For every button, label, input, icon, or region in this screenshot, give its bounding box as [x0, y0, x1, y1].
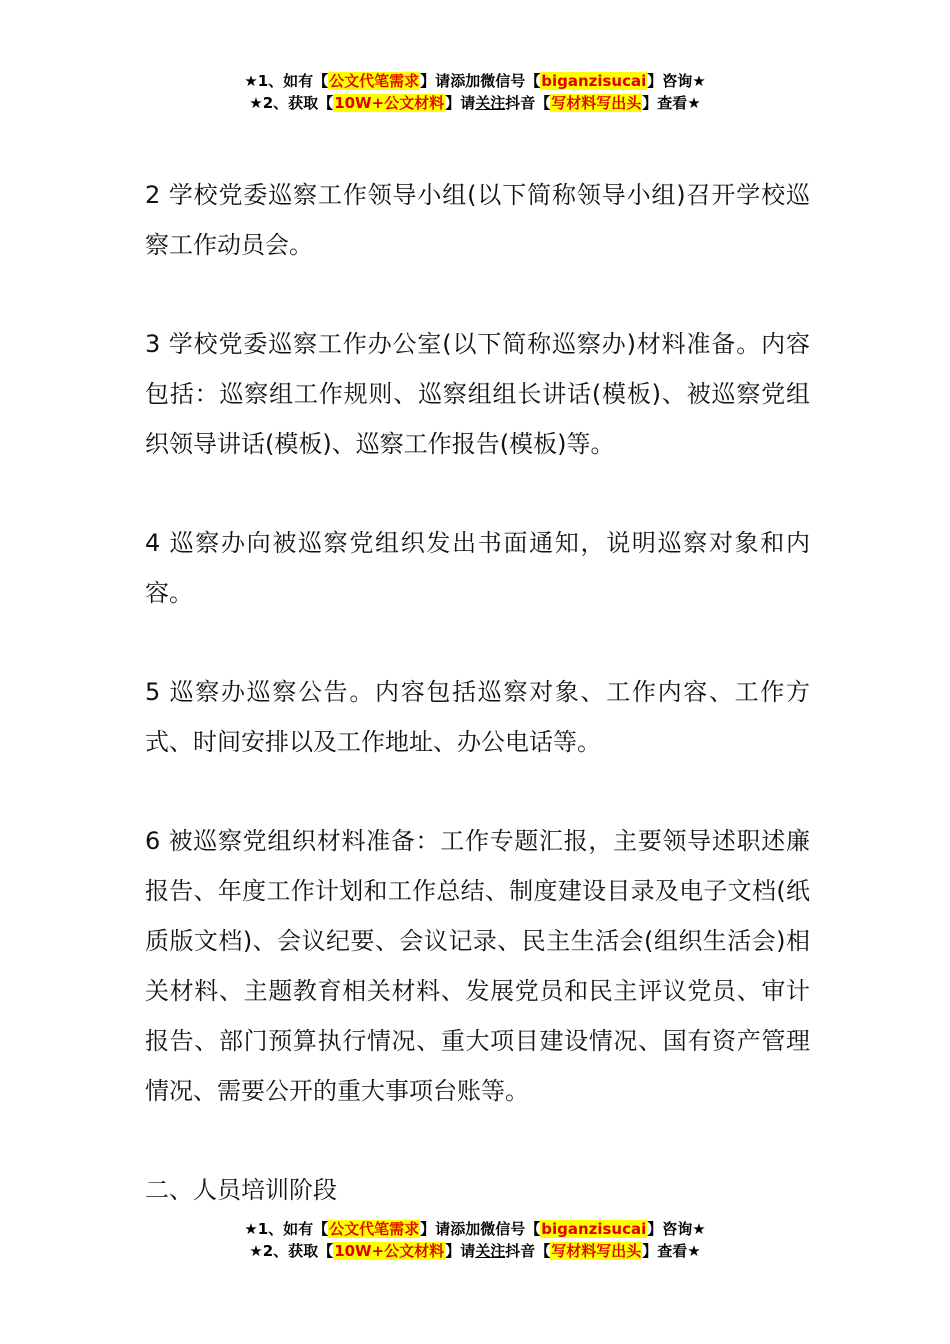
banner-line-2: [0, 92, 950, 114]
banner-text: 抖音【: [505, 94, 551, 112]
banner-text: 】查看★: [642, 94, 701, 112]
banner-highlight-douyin-id: 写材料写出头: [551, 1242, 642, 1260]
banner-highlight-wechat-id: biganzisucai: [541, 1220, 647, 1238]
banner-emphasis: 添加: [450, 72, 481, 90]
banner-text: 】请: [420, 1220, 451, 1238]
banner-highlight-douyin-id: 写材料写出头: [551, 94, 642, 112]
banner-text: 】咨询★: [647, 1220, 706, 1238]
banner-text: ★1、如有【: [244, 1220, 329, 1238]
banner-line-1: [0, 70, 950, 92]
bottom-banner: [0, 1218, 950, 1262]
banner-text: ★2、获取【: [249, 94, 334, 112]
banner-highlight: 10W+公文材料: [334, 1242, 445, 1260]
banner-text: 微信号【: [480, 1220, 541, 1238]
top-banner: [0, 70, 950, 114]
document-body: [145, 170, 810, 1215]
banner-text: 】请: [420, 72, 451, 90]
banner-highlight: 10W+公文材料: [334, 94, 445, 112]
paragraph-5: 5 巡察办巡察公告。内容包括巡察对象、工作内容、工作方式、时间安排以及工作地址、办公电话等。: [145, 678, 810, 756]
paragraph-2: 2 学校党委巡察工作领导小组(以下简称领导小组)召开学校巡察工作动员会。: [145, 181, 810, 259]
banner-text: 】查看★: [642, 1242, 701, 1260]
banner-highlight: 公文代笔需求: [329, 72, 420, 90]
banner-highlight-wechat-id: biganzisucai: [541, 72, 647, 90]
banner-emphasis: 关注: [475, 94, 506, 112]
paragraph-6: 6 被巡察党组织材料准备：工作专题汇报，主要领导述职述廉报告、年度工作计划和工作总结、制度建设目录及电子文档(纸质版文档)、会议纪要、会议记录、民主生活会(组织生活会)相关材料、主题教育相关材料、发展党员和民主评议党员、审计报告、部门预算执行情况、重大项目建设情况、国有资产管理情况、需要公开的重大事项台账等。: [145, 827, 810, 1105]
paragraph-4: 4 巡察办向被巡察党组织发出书面通知，说明巡察对象和内容。: [145, 529, 810, 607]
banner-text: 】请: [445, 94, 476, 112]
banner-line-1: [0, 1218, 950, 1240]
banner-text: 抖音【: [505, 1242, 551, 1260]
paragraph-3: 3 学校党委巡察工作办公室(以下简称巡察办)材料准备。内容包括：巡察组工作规则、巡察组组长讲话(模板)、被巡察党组织领导讲话(模板)、巡察工作报告(模板)等。: [145, 330, 810, 458]
banner-text: 】咨询★: [647, 72, 706, 90]
banner-text: ★1、如有【: [244, 72, 329, 90]
banner-text: ★2、获取【: [249, 1242, 334, 1260]
banner-text: 】请: [445, 1242, 476, 1260]
banner-emphasis: 关注: [475, 1242, 506, 1260]
banner-text: 微信号【: [480, 72, 541, 90]
banner-emphasis: 添加: [450, 1220, 481, 1238]
section-heading: 二、人员培训阶段: [145, 1176, 337, 1204]
banner-highlight: 公文代笔需求: [329, 1220, 420, 1238]
banner-line-2: [0, 1240, 950, 1262]
